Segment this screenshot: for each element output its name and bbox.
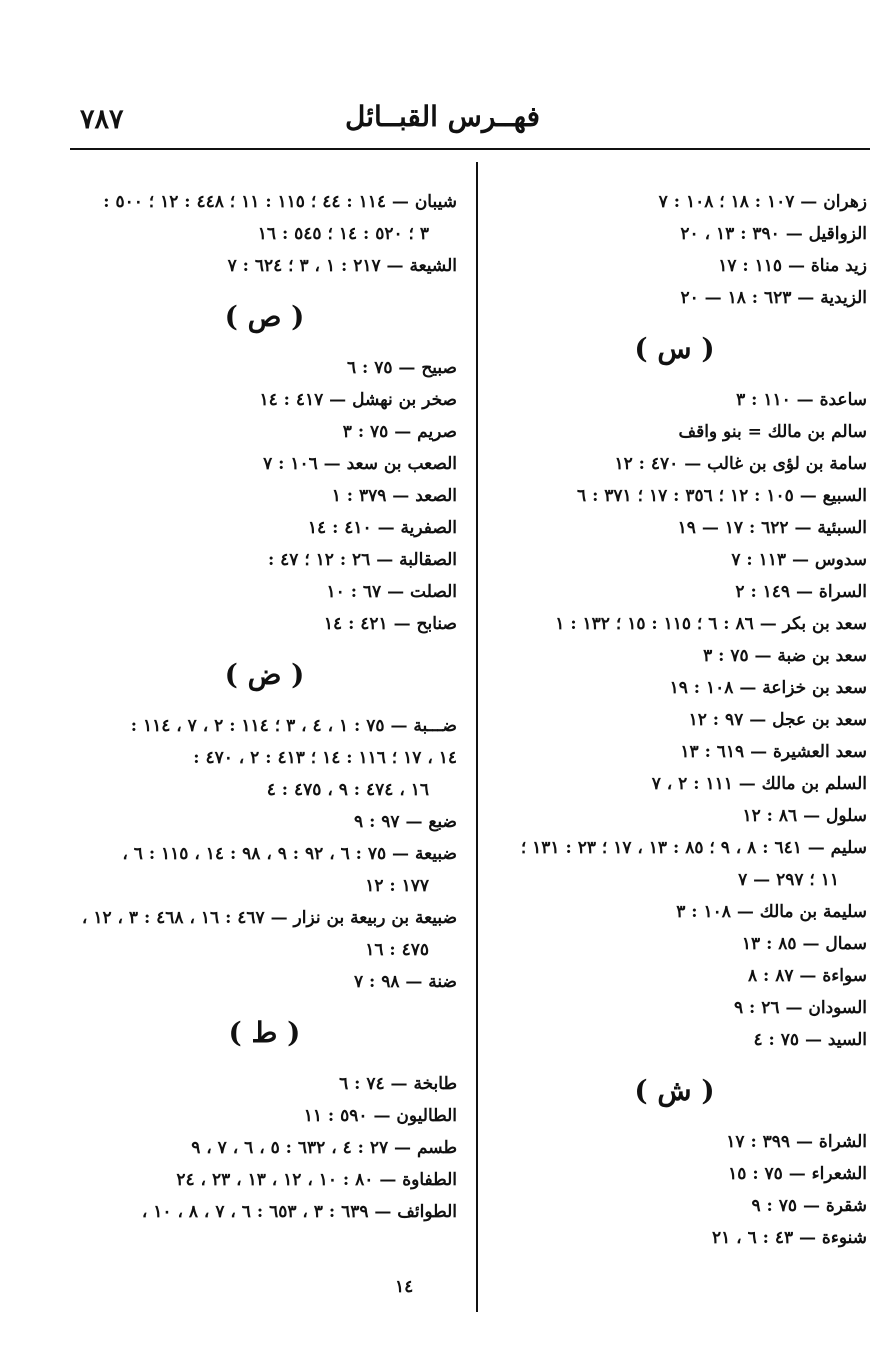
index-entry: سامة بن لؤى بن غالب — ٤٧٠ : ١٢ xyxy=(614,454,867,474)
index-entry: صخر بن نهشل — ٤١٧ : ١٤ xyxy=(259,390,457,410)
index-entry: سدوس — ١١٣ : ٧ xyxy=(731,550,867,570)
index-entry: صبيح — ٧٥ : ٦ xyxy=(346,358,457,378)
index-entry: سعد بن بكر — ٨٦ : ٦ ؛ ١١٥ : ١٥ ؛ ١٣٢ : ١ xyxy=(555,614,867,634)
index-entry: سمال — ٨٥ : ١٣ xyxy=(741,934,867,954)
index-entry: الطاليون — ٥٩٠ : ١١ xyxy=(303,1106,457,1126)
index-entry: سالم بن مالك = بنو واقف xyxy=(678,422,867,442)
index-entry: السلم بن مالك — ١١١ : ٢ ، ٧ xyxy=(651,774,867,794)
section-letter-heading: ( ش ) xyxy=(634,1074,715,1107)
index-entry: سليمة بن مالك — ١٠٨ : ٣ xyxy=(676,902,867,922)
index-entry: شقرة — ٧٥ : ٩ xyxy=(751,1196,867,1216)
index-entry: السراة — ١٤٩ : ٢ xyxy=(735,582,867,602)
index-entry: شنوءة — ٤٣ : ٦ ، ٢١ xyxy=(711,1228,867,1248)
index-entry: الصقالبة — ٢٦ : ١٢ ؛ ٤٧ : xyxy=(267,550,457,570)
index-entry-continuation: ١١ ؛ ٢٩٧ — ٧ xyxy=(738,870,839,890)
index-entry: الصلت — ٦٧ : ١٠ xyxy=(326,582,457,602)
index-entry: زهران — ١٠٧ : ١٨ ؛ ١٠٨ : ٧ xyxy=(658,192,867,212)
index-entry: ضنة — ٩٨ : ٧ xyxy=(353,972,457,992)
index-entry: الطفاوة — ٨٠ : ١٠ ، ١٢ ، ١٣ ، ٢٣ ، ٢٤ xyxy=(176,1170,457,1190)
index-entry: ساعدة — ١١٠ : ٣ xyxy=(736,390,867,410)
section-letter-heading: ( ص ) xyxy=(224,300,305,333)
index-entry: سعد بن خزاعة — ١٠٨ : ١٩ xyxy=(669,678,867,698)
page-title: فهــرس القبــائل xyxy=(345,100,540,133)
header-rule xyxy=(70,148,870,150)
index-entry: الشعراء — ٧٥ : ١٥ xyxy=(728,1164,867,1184)
index-column-left xyxy=(72,186,457,1228)
index-entry: الطوائف — ٦٣٩ : ٣ ، ٦٥٣ : ٦ ، ٧ ، ٨ ، ١٠ ، xyxy=(141,1202,457,1222)
index-entry: السودان — ٢٦ : ٩ xyxy=(734,998,867,1018)
index-entry: سواءة — ٨٧ : ٨ xyxy=(747,966,867,986)
index-entry: سعد بن ضبة — ٧٥ : ٣ xyxy=(703,646,867,666)
index-entry: سعد العشيرة — ٦١٩ : ١٣ xyxy=(680,742,867,762)
index-entry: سعد بن عجل — ٩٧ : ١٢ xyxy=(688,710,867,730)
index-entry: ضبيعة بن ربيعة بن نزار — ٤٦٧ : ١٦ ، ٤٦٨ : ٣ ، ١٢ ، xyxy=(81,908,457,928)
index-entry: ضبع — ٩٧ : ٩ xyxy=(354,812,457,832)
index-entry: زيد مناة — ١١٥ : ١٧ xyxy=(718,256,867,276)
index-entry: سليم — ٦٤١ : ٨ ، ٩ ؛ ٨٥ : ١٣ ، ١٧ ؛ ٢٣ : ١٣١ ؛ xyxy=(520,838,867,858)
page-number: ٧٨٧ xyxy=(80,104,124,135)
index-entry: صريم — ٧٥ : ٣ xyxy=(342,422,457,442)
section-letter-heading: ( ض ) xyxy=(224,658,305,691)
index-entry: ١٤ ، ١٧ ؛ ١١٦ : ١٤ ؛ ٤١٣ : ٢ ، ٤٧٠ : xyxy=(193,748,457,768)
index-entry: ضبيعة — ٧٥ : ٦ ، ٩٢ : ٩ ، ٩٨ : ١٤ ، ١١٥ : ٦ ، xyxy=(122,844,457,864)
index-entry-continuation: ٤٧٥ : ١٦ xyxy=(365,940,429,960)
index-entry: الصعد — ٣٧٩ : ١ xyxy=(331,486,457,506)
index-entry: الشراة — ٣٩٩ : ١٧ xyxy=(726,1132,867,1152)
index-entry: طابخة — ٧٤ : ٦ xyxy=(339,1074,457,1094)
index-entry: السبئية — ٦٢٢ : ١٧ — ١٩ xyxy=(677,518,867,538)
column-divider xyxy=(476,162,478,1312)
index-entry: سلول — ٨٦ : ١٢ xyxy=(742,806,867,826)
signature-mark: ١٤ xyxy=(395,1277,414,1297)
index-entry: السيد — ٧٥ : ٤ xyxy=(753,1030,867,1050)
index-entry: الصفرية — ٤١٠ : ١٤ xyxy=(307,518,457,538)
index-entry: الزيدية — ٦٢٣ : ١٨ — ٢٠ xyxy=(680,288,867,308)
section-letter-heading: ( س ) xyxy=(634,332,715,365)
index-entry: شيبان — ١١٤ : ٤٤ ؛ ١١٥ : ١١ ؛ ٤٤٨ : ١٢ ؛ ٥٠٠ : xyxy=(103,192,457,212)
index-entry: ضـــبة — ٧٥ : ١ ، ٤ ، ٣ ؛ ١١٤ : ٢ ، ٧ ، ١١٤ : xyxy=(130,716,457,736)
index-entry: الشيعة — ٢١٧ : ١ ، ٣ ؛ ٦٢٤ : ٧ xyxy=(227,256,457,276)
index-entry: السبيع — ١٠٥ : ١٢ ؛ ٣٥٦ : ١٧ ؛ ٣٧١ : ٦ xyxy=(577,486,867,506)
index-entry: الصعب بن سعد — ١٠٦ : ٧ xyxy=(263,454,457,474)
index-entry-continuation: ٣ ؛ ٥٢٠ : ١٤ ؛ ٥٤٥ : ١٦ xyxy=(257,224,429,244)
index-entry: طسم — ٢٧ : ٤ ، ٦٣٢ : ٥ ، ٦ ، ٧ ، ٩ xyxy=(191,1138,457,1158)
index-entry: صنابح — ٤٢١ : ١٤ xyxy=(323,614,457,634)
index-entry: الزواقيل — ٣٩٠ : ١٣ ، ٢٠ xyxy=(680,224,867,244)
index-column-right xyxy=(482,186,867,1254)
section-letter-heading: ( ط ) xyxy=(228,1016,301,1049)
index-entry-continuation: ١٧٧ : ١٢ xyxy=(365,876,429,896)
index-entry-continuation: ١٦ ، ٤٧٤ : ٩ ، ٤٧٥ : ٤ xyxy=(266,780,429,800)
